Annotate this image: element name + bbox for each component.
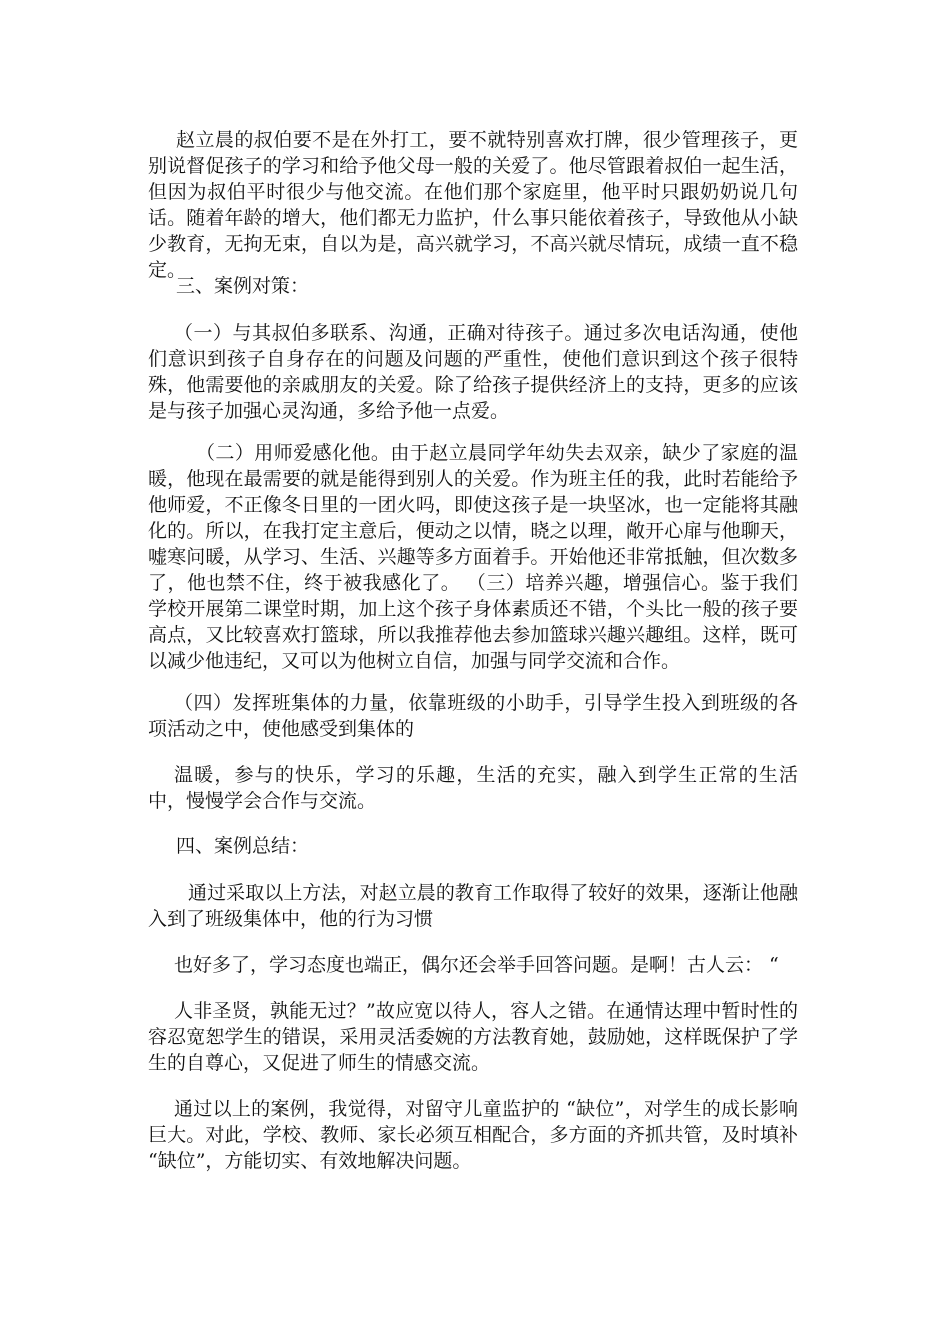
paragraph-summary-2: 也好多了，学习态度也端正，偶尔还会举手回答问题。是啊！古人云： “: [174, 954, 779, 976]
paragraph-measure-4-continued: 温暖，参与的快乐，学习的乐趣，生活的充实，融入到学生正常的生活中，慢慢学会合作与交流。: [148, 764, 798, 812]
paragraph-measure-2-3: （二）用师爱感化他。由于赵立晨同学年幼失去双亲，缺少了家庭的温暖，他现在最需要的就是能得到别人的关爱。作为班主任的我，此时若能给予他师爱，不正像冬日里的一团火吗，即使这孩子是一块坚冰，也一定能将其融化的。所以，在我打定主意后，便动之以情，晓之以理，敞开心扉与他聊天，嘘寒问暖，从学习、生活、兴趣等多方面着手。开始他还非常抵触，但次数多了，他也禁不住，终于被我感化了。 （三）培养兴趣，增强信心。鉴于我们学校开展第二课堂时期，加上这个孩子身体素质还不错，个头比一般的孩子要高点，又比较喜欢打篮球，所以我推荐他去参加篮球兴趣兴趣组。这样，既可以减少他违纪，又可以为他树立自信，加强与同学交流和合作。: [148, 442, 798, 672]
paragraph-measure-4: （四）发挥班集体的力量，依靠班级的小助手，引导学生投入到班级的各项活动之中，使他感受到集体的: [148, 692, 798, 740]
paragraph-measure-1: （一）与其叔伯多联系、沟通，正确对待孩子。通过多次电话沟通，使他们意识到孩子自身存在的问题及问题的严重性，使他们意识到这个孩子很特殊，他需要他的亲戚朋友的关爱。除了给孩子提供经济上的支持，更多的应该是与孩子加强心灵沟通，多给予他一点爱。: [148, 322, 798, 422]
paragraph-conclusion: 通过以上的案例，我觉得，对留守儿童监护的 “缺位”，对学生的成长影响巨大。对此，学校、教师、家长必须互相配合，多方面的齐抓共管，及时填补 “缺位”，方能切实、有效地解决问题。: [148, 1098, 798, 1172]
paragraph-background: 赵立晨的叔伯要不是在外打工，要不就特别喜欢打牌，很少管理孩子，更别说督促孩子的学习和给予他父母一般的关爱了。他尽管跟着叔伯一起生活，但因为叔伯平时很少与他交流。在他们那个家庭里，他平时只跟奶奶说几句话。随着年龄的增大，他们都无力监护，什么事只能依着孩子，导致他从小缺少教育，无拘无束，自以为是，高兴就学习，不高兴就尽情玩，成绩一直不稳定。: [148, 129, 798, 281]
paragraph-summary-3: 人非圣贤，孰能无过？”故应宽以待人，容人之错。在通情达理中暂时性的容忍宽恕学生的错误，采用灵活委婉的方法教育她，鼓励她，这样既保护了学生的自尊心，又促进了师生的情感交流。: [148, 1000, 798, 1074]
paragraph-summary-1: 通过采取以上方法，对赵立晨的教育工作取得了较好的效果，逐渐让他融入到了班级集体中，他的行为习惯: [148, 882, 798, 930]
section-heading-summary: 四、案例总结：: [176, 835, 310, 857]
section-heading-countermeasures: 三、案例对策：: [176, 275, 310, 297]
